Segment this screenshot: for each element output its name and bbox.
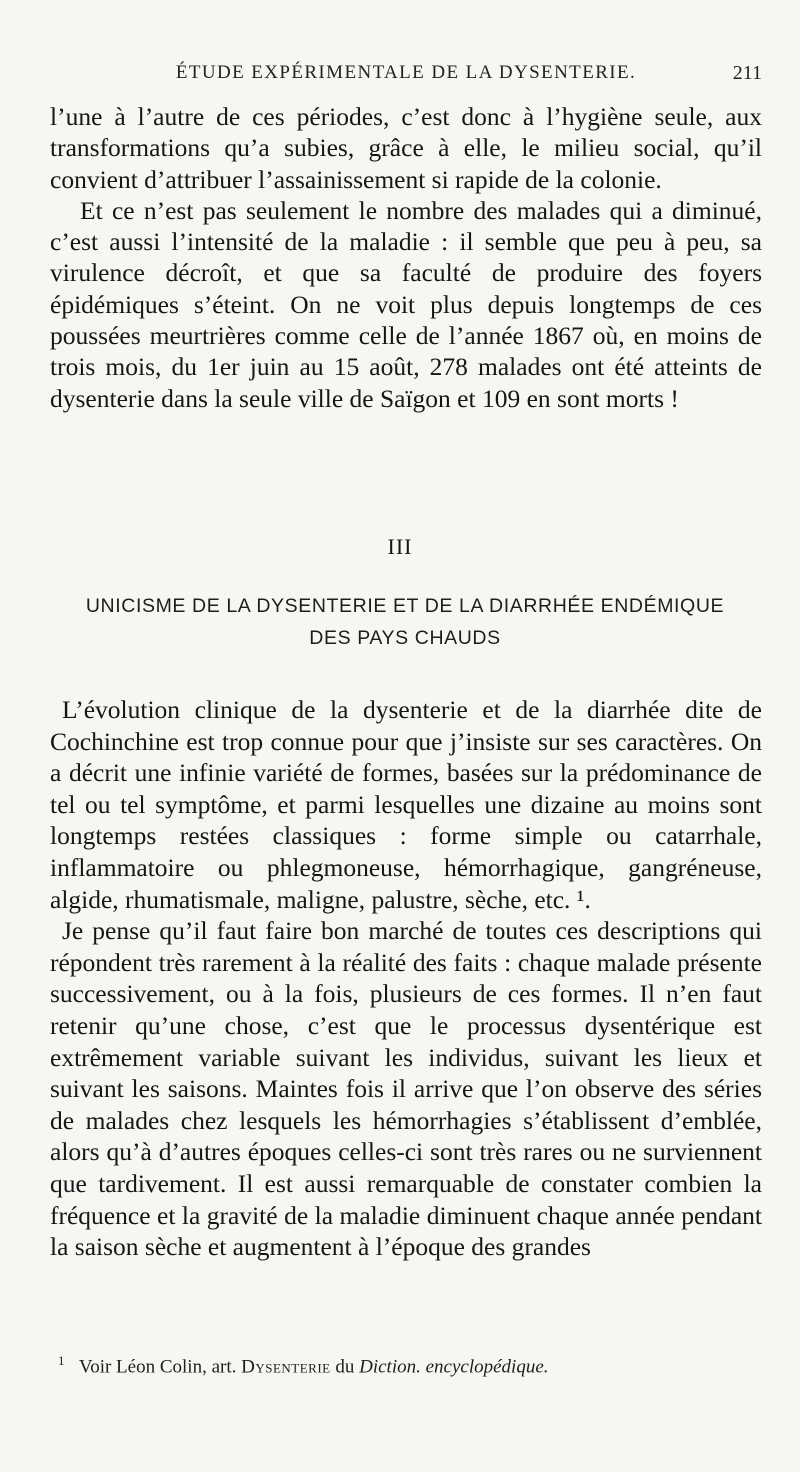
paragraph-clinical-evolution: L’évolution clinique de la dysenterie et de la diarrhée dite de Cochinchine est trop connue pour que j’insiste sur ses caractères. On a décrit une infinie variété de formes, basées sur la prédominance de tel ou tel symptôme, et parmi lesquelles une dizaine au moins sont longtemps restées classiques : forme simple ou catarrhale, inflammatoire ou phlegmoneuse, hémorrhagique, gangréneuse, algide, rhumatismale, maligne, palustre, sèche, etc. ¹. [50,695,762,914]
body-text [50,101,762,414]
page-number: 211 [732,62,762,84]
footnote-mark: 1 [58,1353,65,1368]
footnote [58,1348,762,1380]
footnote-source-title: Diction. encyclopédique. [359,1356,549,1378]
running-header [50,62,762,92]
footnote-text-before: Voir Léon Colin, art. [78,1356,237,1378]
section-body [50,694,762,1263]
footnote-text-middle: du [335,1356,355,1378]
paragraph-continuation: l’une à l’autre de ces périodes, c’est donc à l’hygiène seule, aux transformations qu’a subies, grâce à elle, le milieu social, qu’il convient d’attribuer l’assainissement si rapide de la colonie. [50,102,762,194]
section-numeral: III [387,534,413,559]
section-heading: UNICISME DE LA DYSENTERIE ET DE LA DIARRHÉE ENDÉMIQUE DES PAYS CHAUDS [85,595,725,649]
footnote-article-title: Dysenterie [241,1356,331,1378]
paragraph-virulence: Et ce n’est pas seulement le nombre des malades qui a diminué, c’est aussi l’intensité de la maladie : il semble que peu à peu, sa virulence décroît, et que sa faculté de produire des foyers épidémiques s’éteint. On ne voit plus depuis longtemps de ces poussées meurtrières comme celle de l’année 1867 où, en moins de trois mois, du 1er juin au 15 août, 278 malades ont été atteints de dysenterie dans la seule ville de Saïgon et 109 en sont morts ! [50,195,762,413]
running-title: ÉTUDE EXPÉRIMENTALE DE LA DYSENTERIE. [175,62,637,83]
paragraph-descriptions: Je pense qu’il faut faire bon marché de toutes ces descriptions qui répondent très rarement à la réalité des faits : chaque malade présente successivement, ou à la fois, plusieurs de ces formes. Il n’en faut retenir qu’une chose, c’est que le processus dysentérique est extrêmement variable suivant les individus, suivant les lieux et suivant les saisons. Maintes fois il arrive que l’on observe des séries de malades chez lesquels les hémorrhagies s’établissent d’emblée, alors qu’à d’autres époques celles-ci sont très rares ou ne surviennent que tardivement. Il est aussi remarquable de constater combien la fréquence et la gravité de la maladie diminuent chaque année pendant la saison sèche et augmentent à l’époque des grandes [50,916,762,1262]
